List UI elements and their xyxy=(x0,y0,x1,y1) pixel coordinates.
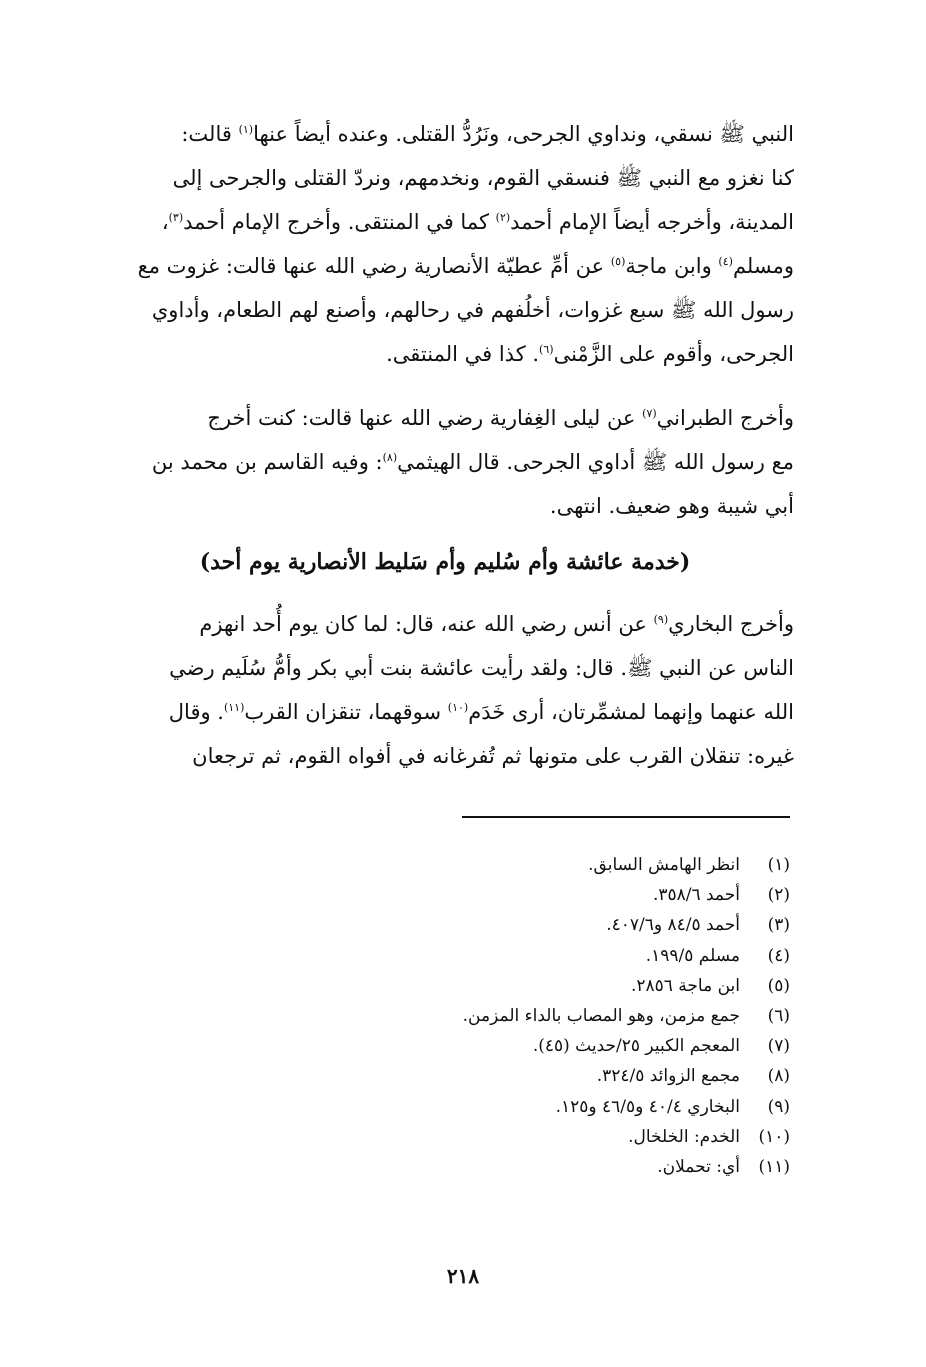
footnote-text: أحمد ٣٥٨/٦. xyxy=(652,885,740,906)
footnote-ref[interactable]: (٧) xyxy=(642,407,657,420)
footnote-item xyxy=(380,1092,790,1122)
footnote-text: مسلم ١٩٩/٥. xyxy=(645,945,740,966)
footnote-number: (٧) xyxy=(767,1036,790,1057)
footnote-item xyxy=(380,941,790,971)
footnote-item xyxy=(380,910,790,940)
footnote-ref[interactable]: (٦) xyxy=(539,343,554,356)
footnote-number: (١١) xyxy=(758,1157,790,1178)
footnote-number: (٣) xyxy=(767,915,790,936)
footnote-divider xyxy=(462,816,790,818)
text-line: أبي شيبة وهو ضعيف. انتهى. xyxy=(549,494,794,518)
footnote-text: جمع مزمن، وهو المصاب بالداء المزمن. xyxy=(462,1006,740,1027)
footnote-ref[interactable]: (٣) xyxy=(168,211,184,224)
footnote-item xyxy=(380,1001,790,1031)
text-line: الله عنهما وإنهما لمشمِّرتان، أرى خَدَم$^{(١٠)}$ سوقهما، تنقزان القرب$^{(١١)}$. وقال xyxy=(168,700,794,724)
footnote-item xyxy=(380,1122,790,1152)
footnote-item xyxy=(380,850,790,880)
footnote-number: (٥) xyxy=(767,975,790,996)
footnote-item xyxy=(380,1061,790,1091)
footnote-ref[interactable]: (١١) xyxy=(223,701,245,714)
text-line: ومسلم$^{(٤)}$ وابن ماجة$^{(٥)}$ عن أمِّ عطيّة الأنصارية رضي الله عنها قالت: غزوت مع xyxy=(137,254,794,278)
footnote-text: انظر الهامش السابق. xyxy=(588,855,740,875)
text-line: مع رسول الله ﷺ أداوي الجرحى. قال الهيثمي$^{(٨)}$: وفيه القاسم بن محمد بن xyxy=(151,450,794,474)
text-line: رسول الله ﷺ سبع غزوات، أخلُفهم في رحالهم، وأصنع لهم الطعام، وأداوي xyxy=(151,298,794,322)
paragraph-3 xyxy=(96,602,794,778)
footnote-text: البخاري ٤٠/٤ و٤٦/٥ و١٢٥. xyxy=(555,1096,740,1117)
paragraph-2 xyxy=(96,396,794,528)
footnote-ref[interactable]: (٨) xyxy=(382,451,398,464)
footnote-number: (١) xyxy=(767,855,790,875)
footnote-ref[interactable]: (٥) xyxy=(610,255,626,268)
text-line: الجرحى، وأقوم على الزَّمْنى$^{(٦)}$. كذا في المنتقى. xyxy=(386,342,794,366)
footnote-item xyxy=(380,1031,790,1061)
footnote-text: أي: تحملان. xyxy=(657,1157,740,1178)
footnote-text: ابن ماجة ٢٨٥٦. xyxy=(630,975,740,996)
text-line: غيره: تنقلان القرب على متونها ثم تُفرغانه في أفواه القوم، ثم ترجعان xyxy=(192,744,794,768)
page-number: ٢١٨ xyxy=(446,1264,480,1288)
footnote-number: (٢) xyxy=(767,885,790,906)
text-line: كنا نغزو مع النبي ﷺ فنسقي القوم، ونخدمهم، ونردّ القتلى والجرحى إلى xyxy=(172,166,794,190)
footnote-ref[interactable]: (٢) xyxy=(495,211,511,224)
footnote-text: المعجم الكبير ٢٥/حديث (٤٥). xyxy=(532,1036,740,1057)
paragraph-1 xyxy=(96,112,794,376)
text-line: وأخرج الطبراني$^{(٧)}$ عن ليلى الغِفارية رضي الله عنها قالت: كنت أخرج xyxy=(207,406,794,430)
text-line: المدينة، وأخرجه أيضاً الإمام أحمد$^{(٢)}$ كما في المنتقى. وأخرج الإمام أحمد$^{(٣)}$، xyxy=(161,210,794,234)
footnote-item xyxy=(380,971,790,1001)
footnote-item xyxy=(380,880,790,910)
footnote-text: الخدم: الخلخال. xyxy=(628,1126,740,1147)
footnote-ref[interactable]: (١) xyxy=(238,123,254,136)
footnote-number: (٩) xyxy=(767,1096,790,1117)
footnote-text: مجمع الزوائد ٣٢٤/٥. xyxy=(596,1066,740,1087)
footnote-ref[interactable]: (٤) xyxy=(718,255,733,268)
footnote-text: أحمد ٨٤/٥ و٤٠٧/٦. xyxy=(606,915,740,936)
footnote-number: (١٠) xyxy=(758,1126,790,1147)
footnote-number: (٤) xyxy=(767,945,790,966)
text-line: الناس عن النبي ﷺ. قال: ولقد رأيت عائشة بنت أبي بكر وأمُّ سُلَيم رضي xyxy=(169,656,794,680)
footnote-ref[interactable]: (١٠) xyxy=(447,701,469,714)
text-line: النبي ﷺ نسقي، ونداوي الجرحى، ونَرُدُّ القتلى. وعنده أيضاً عنها$^{(١)}$ قالت: xyxy=(181,122,794,146)
footnote-ref[interactable]: (٩) xyxy=(653,613,669,626)
text-line: وأخرج البخاري$^{(٩)}$ عن أنس رضي الله عنه، قال: لما كان يوم أُحد انهزم xyxy=(199,612,794,636)
footnote-number: (٨) xyxy=(767,1066,790,1087)
footnote-item xyxy=(380,1152,790,1182)
section-heading: (خدمة عائشة وأم سُليم وأم سَليط الأنصارية يوم أحد) xyxy=(199,549,691,575)
footnotes xyxy=(380,850,790,1182)
footnote-number: (٦) xyxy=(767,1006,790,1027)
